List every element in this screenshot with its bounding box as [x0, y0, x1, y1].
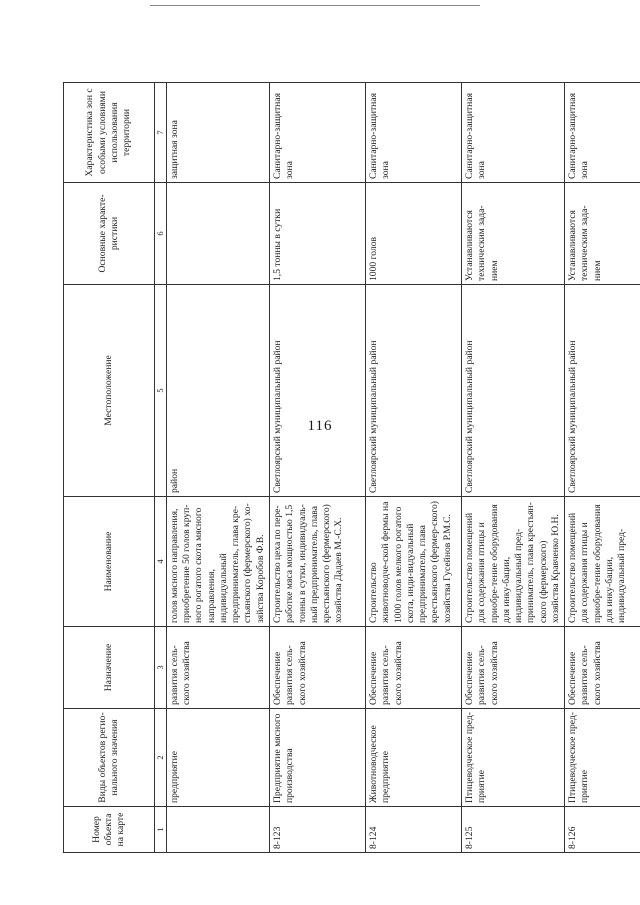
header-name: Наименование [64, 497, 155, 627]
column-number: 1 [155, 807, 167, 853]
cell-location: Светлоярский муниципальный район [462, 285, 565, 497]
cell-purpose: Обеспечение развития сель-ского хозяйства [462, 627, 565, 709]
cell-zones: Санитарно-защитная зона [366, 83, 462, 183]
cell-number [166, 807, 269, 853]
cell-name: голов мясного направления, приобретение 50 голов круп-ного рогатого скота мясного направления, индивидуальный предприниматель, глава кре-стьянского (фермерского) хо-зяйства Коробов Ф.В. [166, 497, 269, 627]
cell-kind: Птицеводческое пред-приятие [565, 709, 640, 807]
column-number: 7 [155, 83, 167, 183]
cell-name: Строительство животноводче-ской фермы на 1000 голов мелкого рогатого скота, инди-видуальный предприниматель, глава крестьянского (фермер-ского) хозяйства Гусейнов Р.М.С. [366, 497, 462, 627]
cell-location: район [166, 285, 269, 497]
page-number: 116 [307, 418, 333, 434]
column-number: 2 [155, 709, 167, 807]
column-number: 6 [155, 183, 167, 285]
cell-characteristics [166, 183, 269, 285]
header-location: Местоположение [64, 285, 155, 497]
table-row [366, 83, 462, 853]
rotated-table-container [63, 83, 628, 853]
column-number: 3 [155, 627, 167, 709]
cell-purpose: Обеспечение развития сель-ского хозяйства [565, 627, 640, 709]
table-row [270, 83, 366, 853]
cell-number: 8-125 [462, 807, 565, 853]
cell-purpose: развития сель-ского хозяйства [166, 627, 269, 709]
cell-zones: Санитарно-защитная зона [270, 83, 366, 183]
cell-name: Строительство цеха по пере-работке мяса мощностью 1,5 тонны в сутки, индивидуаль-ный предприниматель, глава крестьянского (фермерского) хозяйства Дадаев М.-С.Х. [270, 497, 366, 627]
header-row [64, 83, 155, 853]
cell-characteristics: 1000 голов [366, 183, 462, 285]
header-characteristics: Основные характе-ристики [64, 183, 155, 285]
table-row [166, 83, 269, 853]
header-kind: Виды объектов регио-нального значения [64, 709, 155, 807]
cell-number: 8-124 [366, 807, 462, 853]
header-number: Номер объекта на карте [64, 807, 155, 853]
cell-purpose: Обеспечение развития сель-ского хозяйства [270, 627, 366, 709]
cell-name: Строительство помещений для содержания птицы и приобре-тение оборудования для инку-бации, индивидуальный пред- [565, 497, 640, 627]
cell-kind: Животноводческое предприятие [366, 709, 462, 807]
cell-characteristics: Устанавливаются техническим зада-нием [462, 183, 565, 285]
table-row [462, 83, 565, 853]
cell-name: Строительство помещений для содержания птицы и приобре-тение оборудования для инку-бации, индивидуальный пред-приниматель, глава крестьян-ского (фермерского) хозяйства Кравченко Ю.Н. [462, 497, 565, 627]
cell-kind: Птицеводческое пред-приятие [462, 709, 565, 807]
column-number-row [155, 83, 167, 853]
cell-characteristics: 1,5 тонны в сутки [270, 183, 366, 285]
cell-location: Светлоярский муниципальный район [565, 285, 640, 497]
cell-zones: Санитарно-защитная зона [565, 83, 640, 183]
cell-purpose: Обеспечение развития сель-ского хозяйства [366, 627, 462, 709]
cell-number: 8-123 [270, 807, 366, 853]
cell-zones: защитная зона [166, 83, 269, 183]
cell-location: Светлоярский муниципальный район [366, 285, 462, 497]
header-purpose: Назначение [64, 627, 155, 709]
table-row [565, 83, 640, 853]
column-number: 5 [155, 285, 167, 497]
cell-characteristics: Устанавливаются техническим зада-нием [565, 183, 640, 285]
cell-number: 8-126 [565, 807, 640, 853]
column-number: 4 [155, 497, 167, 627]
objects-table [63, 82, 640, 853]
top-edge-rule [150, 5, 480, 6]
header-zones: Характеристика зон с особыми условиями использования территории [64, 83, 155, 183]
cell-zones: Санитарно-защитная зона [462, 83, 565, 183]
cell-kind: предприятие [166, 709, 269, 807]
cell-location: Светлоярский муниципальный район [270, 285, 366, 497]
cell-kind: Предприятие мясного производства [270, 709, 366, 807]
